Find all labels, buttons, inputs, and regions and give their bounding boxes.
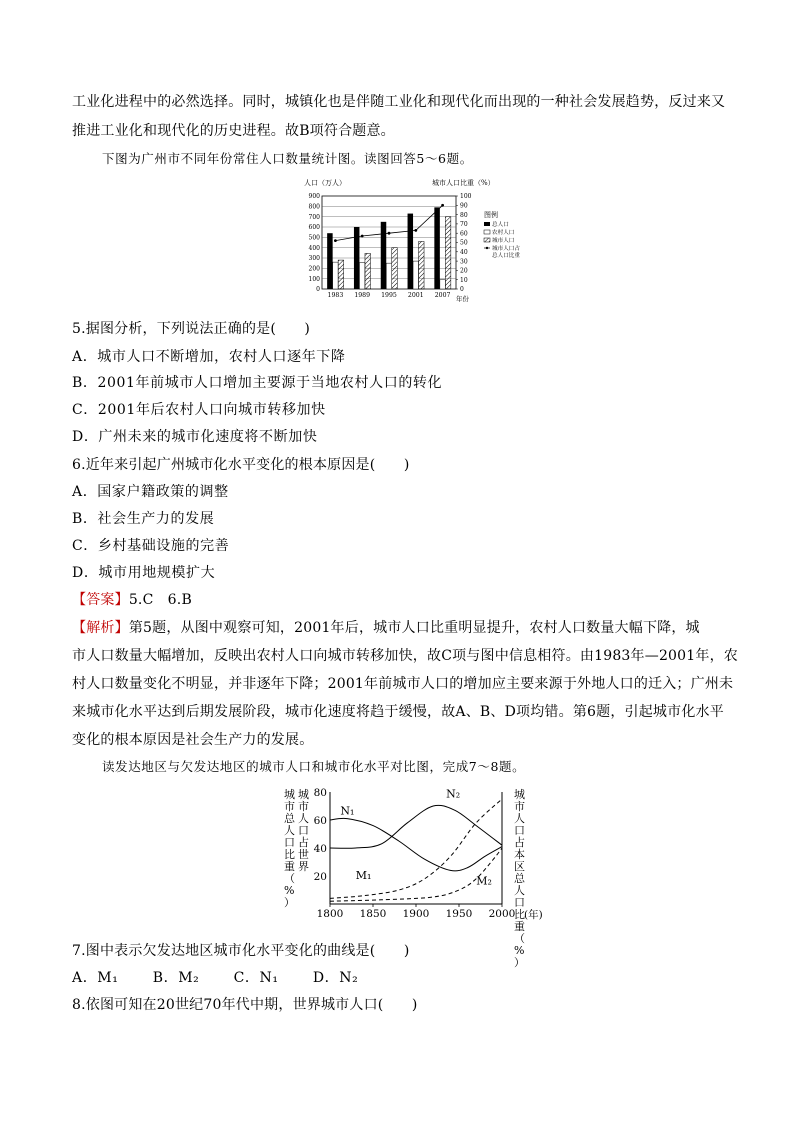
chart1-intro: 下图为广州市不同年份常住人口数量统计图。读图回答5～6题。	[102, 151, 473, 166]
bar-rural-2007	[440, 280, 446, 289]
axis-title-char: 总	[284, 812, 295, 825]
q6-option-b: B．社会生产力的发展	[72, 511, 215, 527]
axis-title-char: 区	[514, 860, 525, 873]
answer-tag: 【答案】	[72, 592, 129, 608]
urban-ratio-line	[335, 205, 442, 240]
right-tick-label: 40	[460, 249, 468, 256]
left-tick-label: 900	[308, 193, 320, 201]
q7-options: A．M₁ B．M₂ C．N₁ D．N₂	[72, 970, 359, 986]
axis-title-char: ）	[514, 956, 525, 969]
legend-label: 农村人口	[492, 230, 515, 236]
left-tick-label: 500	[308, 234, 320, 242]
legend-swatch-rural	[484, 230, 490, 234]
x-tick-label: 2001	[407, 292, 424, 299]
bar-rural-2001	[413, 261, 419, 289]
analysis-line-4: 来城市化水平达到后期发展阶段，城市化速度将趋于缓慢，故A、B、D项均错。第6题，引起城市化水平	[72, 704, 724, 720]
axis-title-char: 界	[298, 860, 309, 873]
analysis-line-3: 村人口数量变化不明显，并非逐年下降；2001年前城市人口的增加应主要来源于外地人口的迁入；广州未	[72, 676, 734, 692]
legend-label: 总人口比重	[492, 253, 520, 259]
bar-urban-1995	[392, 248, 398, 289]
axis-title-char: 比	[514, 908, 525, 921]
legend-label: 城市人口	[492, 238, 515, 244]
curve-N₁	[330, 818, 502, 871]
x-tick-label: 1850	[359, 908, 387, 920]
x-unit-label: 年份	[456, 295, 469, 303]
series-label: N₂	[446, 787, 461, 801]
left-tick-label: 300	[308, 255, 320, 263]
left-axis-title	[284, 788, 296, 909]
axis-title-char: 占	[298, 836, 309, 849]
x-unit-label: (年)	[524, 909, 543, 921]
left-tick-label: 200	[308, 265, 320, 273]
axis-title-char: ）	[284, 896, 295, 909]
series-label: N₁	[340, 804, 355, 818]
bar-total-1995	[381, 222, 387, 289]
question-7: 7.图中表示欠发达地区城市化水平变化的曲线是( )	[72, 943, 410, 959]
axis-title-char: %	[514, 944, 525, 957]
x-tick-label: 1900	[402, 908, 430, 920]
x-tick-label: 1800	[316, 908, 344, 920]
analysis-line-5: 变化的根本原因是社会生产力的发展。	[72, 732, 314, 748]
q6-option-d: D．城市用地规模扩大	[72, 565, 216, 581]
axis-title-char: 人	[514, 812, 525, 825]
urban-ratio-point	[334, 239, 337, 242]
bar-rural-1983	[333, 262, 339, 289]
x-tick-label: 2007	[434, 292, 451, 299]
right-tick-label: 20	[460, 267, 468, 275]
axis-title-char: %	[284, 884, 295, 897]
urban-ratio-point	[414, 229, 417, 232]
urban-ratio-point	[441, 204, 444, 207]
right-tick-label: 70	[460, 221, 468, 229]
x-tick-label: 2000	[488, 908, 516, 920]
right-tick-label: 50	[460, 239, 468, 247]
axis-title-char: 重	[514, 920, 525, 933]
x-tick-label: 1983	[327, 292, 344, 299]
axis-title-char: 市	[514, 800, 525, 813]
bar-total-2001	[408, 214, 414, 289]
question-8: 8.依图可知在20世纪70年代中期，世界城市人口( )	[72, 997, 418, 1013]
y-tick-label: 20	[313, 871, 327, 883]
left-tick-label: 700	[308, 213, 320, 221]
legend-label: 城市人口占	[492, 246, 520, 252]
y-tick-label: 60	[313, 815, 327, 827]
series-label: M₁	[355, 868, 372, 882]
bar-rural-1995	[386, 263, 392, 289]
y-tick-label: 80	[313, 787, 327, 799]
left-axis-title: 人口（万人）	[304, 179, 346, 187]
legend-swatch-total	[484, 222, 490, 226]
mid-axis-title	[298, 788, 309, 873]
axis-title-char: 口	[514, 824, 525, 837]
answer-line	[72, 591, 192, 609]
explanation-line-1: 工业化进程中的必然选择。同时，城镇化也是伴随工业化和现代化而出现的一种社会发展趋势，反过来又	[72, 94, 726, 110]
axis-title-char: 人	[514, 884, 525, 897]
axis-title-char: 口	[284, 836, 295, 849]
axis-title-char: 城	[284, 788, 295, 801]
legend-swatch-urban	[484, 238, 490, 242]
axis-title-char: 市	[284, 800, 295, 813]
legend-title: 图例	[484, 211, 498, 219]
axis-title-char: 占	[514, 836, 525, 849]
bar-rural-1989	[359, 263, 365, 289]
axis-title-char: （	[514, 932, 525, 945]
q6-option-a: A．国家户籍政策的调整	[72, 484, 229, 500]
right-axis-title	[514, 788, 526, 969]
right-tick-label: 60	[460, 230, 468, 238]
x-tick-label: 1950	[445, 908, 473, 920]
bar-urban-2001	[419, 241, 425, 289]
question-5: 5.据图分析，下列说法正确的是( )	[72, 321, 311, 337]
bar-urban-2007	[445, 217, 451, 289]
axis-title-char: 本	[514, 848, 525, 861]
axis-title-char: （	[284, 872, 295, 885]
right-tick-label: 80	[460, 211, 468, 219]
legend-swatch-ratio-dot	[486, 247, 488, 249]
bar-urban-1983	[338, 260, 344, 289]
bar-total-2007	[434, 207, 440, 289]
axis-title-char: 市	[298, 800, 309, 813]
axis-title-char: 口	[298, 824, 309, 837]
q5-option-c: C．2001年后农村人口向城市转移加快	[72, 402, 326, 418]
bar-urban-1989	[365, 253, 371, 289]
axis-title-char: 总	[514, 872, 525, 885]
axis-title-char: 世	[298, 848, 309, 861]
right-tick-label: 90	[460, 202, 468, 210]
x-tick-label: 1995	[381, 292, 397, 299]
analysis-line-1	[72, 619, 700, 637]
series-label: M₂	[476, 874, 492, 888]
left-tick-label: 800	[308, 203, 320, 211]
urban-ratio-point	[388, 232, 391, 235]
urbanization-comparison-chart	[280, 786, 556, 969]
x-tick-label: 1989	[354, 292, 371, 299]
axis-title-char: 城	[514, 788, 525, 801]
analysis-text-1: 第5题，从图中观察可知，2001年后，城市人口比重明显提升，农村人口数量大幅下降，城	[128, 620, 700, 636]
q5-option-a: A．城市人口不断增加，农村人口逐年下降	[72, 349, 346, 365]
analysis-line-2: 市人口数量大幅增加，反映出农村人口向城市转移加快，故C项与图中信息相符。由1983年—2001年，农	[72, 648, 738, 664]
axis-title-char: 人	[298, 812, 309, 825]
bar-total-1983	[327, 233, 333, 289]
axis-title-char: 重	[284, 860, 295, 873]
legend-label: 总人口	[492, 222, 509, 228]
right-axis-title: 城市人口比重（%）	[432, 179, 495, 187]
answer-text: 5.C 6.B	[128, 592, 192, 608]
left-tick-label: 400	[308, 244, 320, 252]
axis-title-char: 人	[284, 824, 295, 837]
analysis-tag: 【解析】	[72, 620, 129, 636]
right-tick-label: 30	[460, 258, 468, 266]
axis-title-char: 城	[298, 788, 309, 801]
q5-option-b: B．2001年前城市人口增加主要源于当地农村人口的转化	[72, 375, 443, 391]
urban-ratio-point	[361, 235, 364, 238]
right-tick-label: 0	[460, 286, 464, 294]
q6-option-c: C．乡村基础设施的完善	[72, 538, 230, 554]
y-tick-label: 40	[313, 843, 327, 855]
axis-title-char: 比	[284, 848, 295, 861]
chart2-intro: 读发达地区与欠发达地区的城市人口和城市化水平对比图，完成7～8题。	[102, 759, 526, 774]
axis-title-char: 口	[514, 896, 525, 909]
left-tick-label: 100	[308, 275, 320, 283]
guangzhou-population-chart	[300, 176, 520, 304]
explanation-line-2: 推进工业化和现代化的历史进程。故B项符合题意。	[72, 123, 395, 139]
curve-N₂	[330, 805, 502, 848]
left-tick-label: 0	[316, 286, 320, 294]
right-tick-label: 100	[460, 193, 472, 201]
right-tick-label: 10	[460, 276, 468, 284]
question-6: 6.近年来引起广州城市化水平变化的根本原因是( )	[72, 457, 410, 473]
left-tick-label: 600	[308, 224, 320, 232]
q5-option-d: D．广州未来的城市化速度将不断加快	[72, 429, 318, 445]
